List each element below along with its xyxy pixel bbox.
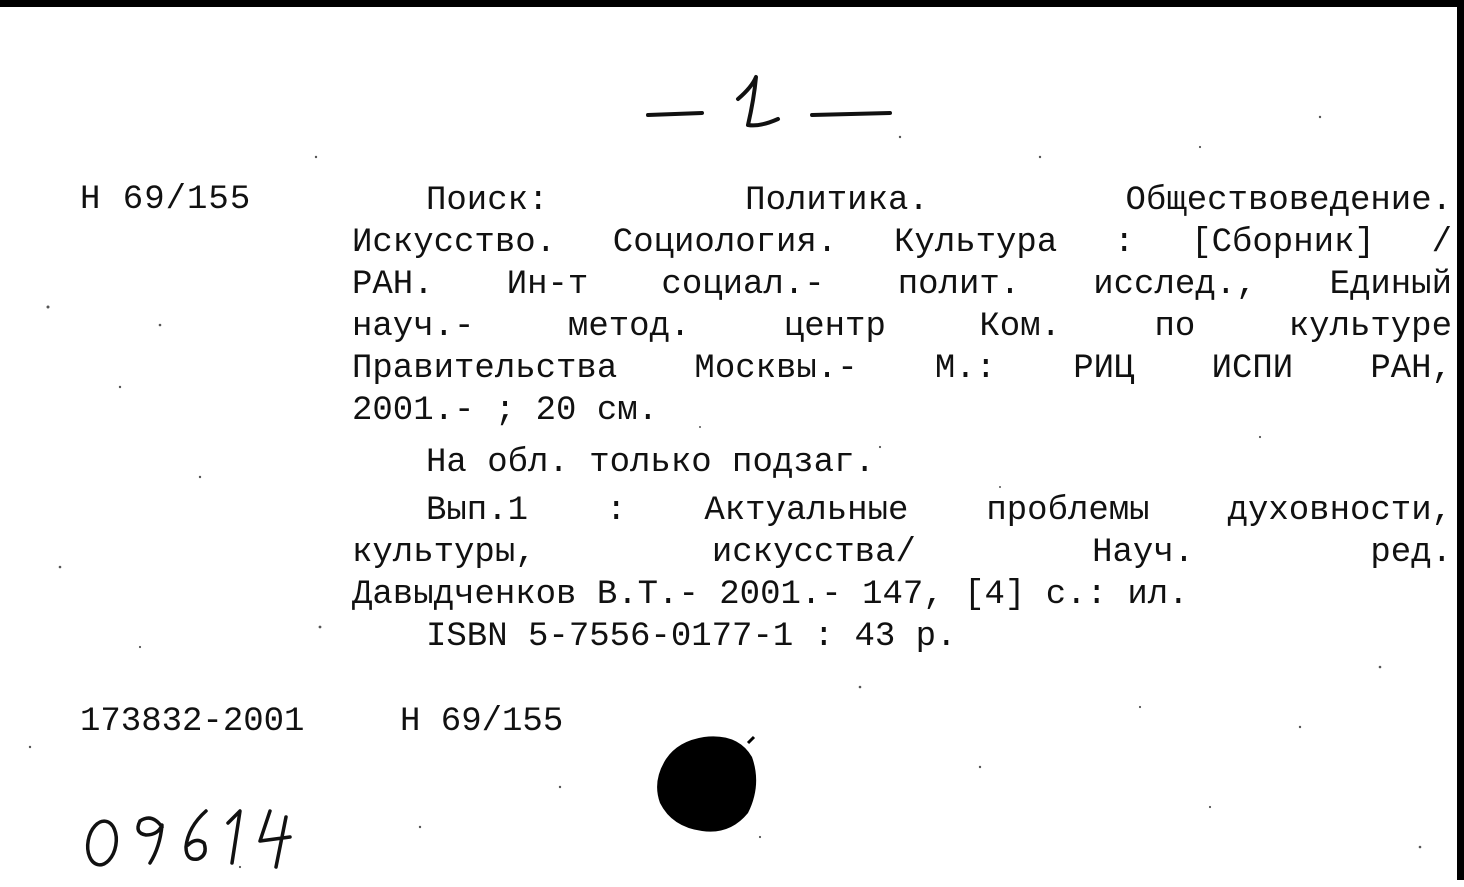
footer-shelfmark: Н 69/155 xyxy=(400,703,564,741)
handwritten-inventory-number xyxy=(80,797,310,877)
description-line: 2001.- ; 20 см. xyxy=(352,392,659,430)
description-line: науч.- метод. центр Ком. по культуре xyxy=(352,308,1452,346)
volume-line: Вып.1 : Актуальные проблемы духовности, xyxy=(426,492,1452,530)
handwritten-page-number xyxy=(640,69,900,149)
accession-number: 173832-2001 xyxy=(80,703,305,741)
description-line: Правительства Москвы.- М.: РИЦ ИСПИ РАН, xyxy=(352,350,1452,388)
description-line: Поиск: Политика. Обществоведение. xyxy=(426,182,1452,220)
description-line: Искусство. Социология. Культура : [Сборник] / xyxy=(352,224,1452,262)
volume-line: Давыдченков В.Т.- 2001.- 147, [4] с.: ил. xyxy=(352,576,1189,614)
volume-line: культуры, искусства/ Науч. ред. xyxy=(352,534,1452,572)
description-line: РАН. Ин-т социал.- полит. исслед., Единый xyxy=(352,266,1452,304)
shelfmark: Н 69/155 xyxy=(80,181,252,219)
note-line: На обл. только подзаг. xyxy=(426,444,875,482)
punch-hole xyxy=(652,729,760,837)
isbn-line: ISBN 5-7556-0177-1 : 43 р. xyxy=(426,618,957,656)
